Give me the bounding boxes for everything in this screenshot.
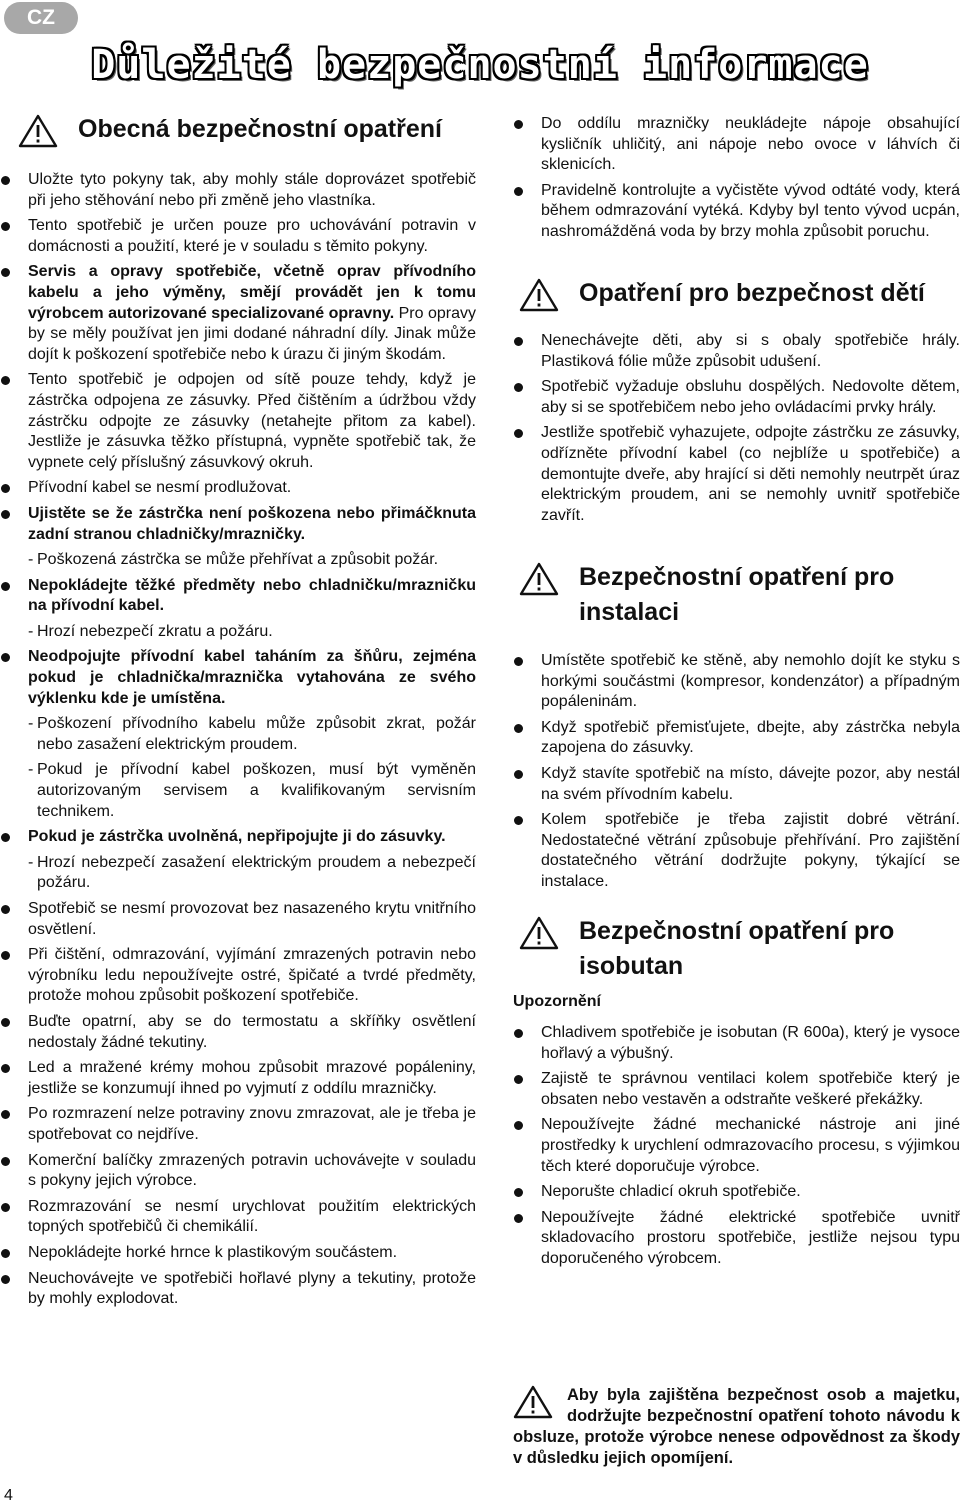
- item-text: Spotřebič se nesmí provozovat bez nasazeného krytu vnitřního osvětlení.: [28, 900, 476, 938]
- item-text: Komerční balíčky zmrazených potravin uchovávejte v souladu s pokyny jejich výrobce.: [28, 1151, 476, 1190]
- warning-label: Upozornění: [513, 993, 601, 1010]
- list-item: [0, 216, 476, 257]
- list-item: [513, 651, 960, 713]
- list-item: [0, 1151, 476, 1192]
- dash-marker: -: [28, 551, 34, 569]
- item-text: Kolem spotřebiče je třeba zajistit dobré větrání. Nedostatečné větrání způsobuje přehřívání. Pro zajištění dostatečného větrání dodržujte pokyny, týkající se instalace.: [541, 811, 960, 890]
- item-text: Umístěte spotřebič ke stěně, aby nemohlo dojít ke styku s horkými součástmi (kompresor, kondenzátor) a případným popáleninám.: [541, 652, 960, 711]
- list-item: [0, 1243, 476, 1264]
- list-item: [0, 170, 476, 211]
- general-safety-heading: [18, 112, 442, 148]
- section-title: Bezpečnostní opatření pro isobutan: [579, 917, 895, 980]
- page-number: 4: [4, 1487, 13, 1504]
- warning-triangle-icon: [18, 114, 58, 148]
- list-item: [0, 370, 476, 473]
- list-item: [513, 1023, 960, 1064]
- sub-item-text: Hrozí nebezpečí zkratu a požáru.: [37, 622, 273, 640]
- item-bold-text: Servis a opravy spotřebiče, včetně oprav přívodního kabelu a jeho výměny, smějí provádět jen k tomu výrobcem autorizované specializované opravny.: [28, 263, 476, 322]
- item-text: Neporušte chladicí okruh spotřebiče.: [541, 1183, 801, 1201]
- dash-marker: -: [28, 622, 34, 640]
- page-title: Důležité bezpečnostní informace: [91, 42, 869, 88]
- item-text: Tento spotřebič je určen pouze pro uchovávání potravin v domácnosti a použití, které je v souladu s těmito pokyny.: [28, 217, 476, 255]
- dash-marker: -: [28, 715, 34, 733]
- item-text: Pro opravy by se měly používat jen jimi dodané náhradní díly. Jinak může dojít k poškození spotřebiče nebo k úrazu či jiným škodám.: [28, 304, 477, 363]
- item-text: Přívodní kabel se nesmí prodlužovat.: [28, 479, 292, 497]
- item-text: Pravidelně kontrolujte a vyčistěte vývod odtáté vody, která během odmrazování vytéká. Kdyby byl tento vývod ucpán, nashromážděná voda by brzy mohla způsobit poruchu.: [541, 181, 960, 240]
- warning-triangle-icon: [519, 916, 559, 950]
- list-item: [513, 1208, 960, 1270]
- list-item: [513, 181, 960, 243]
- language-badge: CZ: [4, 2, 78, 34]
- item-text: Jestliže spotřebič vyhazujete, odpojte zástrčku ze zásuvky, odřízněte přívodní kabel (co nejblíže u spotřebiče) a demontujte dveře, aby hrající si děti nemohly neutrpět úraz elektrickým proudem, ani se nemohly uvnitř spotřebiče zavřít.: [541, 424, 960, 524]
- item-bold-text: Pokud je zástrčka uvolněná, nepřipojujte ji do zásuvky.: [28, 828, 446, 846]
- list-item: [513, 377, 960, 418]
- list-item: [0, 647, 476, 709]
- item-text: Neuchovávejte ve spotřebiči hořlavé plyny a tekutiny, protože by mohly explodovat.: [28, 1269, 476, 1308]
- section-title: Opatření pro bezpečnost dětí: [579, 279, 925, 307]
- warning-triangle-icon: [519, 278, 559, 312]
- sub-item-text: Hrozí nebezpečí zasažení elektrickým proudem a nebezpečí požáru.: [37, 853, 476, 892]
- list-item: [0, 1104, 476, 1145]
- sub-item: [0, 622, 476, 643]
- section-title: Bezpečnostní opatření pro instalaci: [579, 563, 895, 626]
- list-item: [0, 576, 476, 617]
- list-item: [0, 1197, 476, 1238]
- list-item: [513, 1069, 960, 1110]
- warning-triangle-icon: [513, 1385, 553, 1419]
- final-note-text: Aby byla zajištěna bezpečnost osob a majetku, dodržujte bezpečnostní opatření tohoto návodu k obsluze, protože výrobce nenese odpovědnost za škody v důsledku jejich opomíjení.: [513, 1386, 960, 1467]
- item-text: Nepoužívejte žádné elektrické spotřebiče uvnitř skladovacího prostoru spotřebiče, jestliže nejsou typu doporučeného výrobcem.: [541, 1208, 960, 1267]
- sub-item-text: Poškozená zástrčka se může přehřívat a způsobit požár.: [37, 551, 439, 569]
- item-bold-text: Nepokládejte těžké předměty nebo chladničku/mrazničku na přívodní kabel.: [28, 576, 476, 615]
- list-item: [513, 764, 960, 805]
- list-item: [0, 945, 476, 1007]
- list-item: [0, 478, 476, 499]
- item-text: Při čištění, odmrazování, vyjímání zmrazených potravin nebo výrobníku ledu nepoužívejte ostré, špičaté a tvrdé předměty, protože mohou způsobit poškození spotřebiče.: [28, 946, 476, 1005]
- sub-item: [0, 760, 476, 822]
- child-safety-list: [513, 331, 960, 531]
- item-text: Když stavíte spotřebič na místo, dávejte pozor, aby nestál na svém přívodním kabelu.: [541, 764, 960, 803]
- sub-item: [0, 550, 476, 571]
- dash-marker: -: [28, 761, 34, 779]
- dash-marker: -: [28, 853, 34, 871]
- item-text: Do oddílu mrazničky neukládejte nápoje obsahující kysličník uhličitý, ani nápoje nebo ovoce v láhvích či sklenicích.: [541, 115, 960, 174]
- list-item: [513, 1115, 960, 1177]
- general-safety-list: [0, 170, 476, 1315]
- item-text: Rozmrazování se nesmí urychlovat použitím elektrických topných spotřebičů či chemikálií.: [28, 1197, 476, 1236]
- warning-triangle-icon: [519, 562, 559, 596]
- installation-safety-heading: [519, 560, 939, 630]
- item-text: Když spotřebič přemisťujete, dbejte, aby zástrčka nebyla zapojena do zásuvky.: [541, 718, 960, 757]
- list-item: [0, 827, 476, 848]
- child-safety-heading: [519, 276, 925, 312]
- list-item: [513, 1182, 960, 1203]
- list-item: [0, 1012, 476, 1053]
- item-text: Nepoužívejte žádné mechanické nástroje ani jiné prostředky k urychlení odmrazovacího procesu, s výjimkou těch které doporučuje výrobce.: [541, 1116, 960, 1175]
- list-item: [0, 504, 476, 545]
- sub-item: [0, 853, 476, 894]
- isobutane-safety-heading: [519, 914, 939, 984]
- list-item: [0, 1058, 476, 1099]
- sub-item-text: Poškození přívodního kabelu může způsobit zkrat, požár nebo zasažení elektrickým proudem.: [37, 715, 476, 753]
- section-title: Obecná bezpečnostní opatření: [78, 115, 442, 143]
- installation-safety-list: [513, 651, 960, 898]
- continued-list: [513, 114, 960, 248]
- list-item: [513, 718, 960, 759]
- final-safety-note: [513, 1385, 960, 1469]
- item-text: Uložte tyto pokyny tak, aby mohly stále doprovázet spotřebič při jeho stěhování nebo při změně jeho vlastníka.: [28, 171, 476, 209]
- list-item: [513, 331, 960, 372]
- item-text: Po rozmrazení nelze potraviny znovu zmrazovat, ale je třeba je spotřebovat co nejdříve.: [28, 1105, 476, 1143]
- isobutane-safety-list: [513, 1023, 960, 1275]
- list-item: [0, 1269, 476, 1310]
- list-item: [513, 423, 960, 526]
- item-bold-text: Neodpojujte přívodní kabel taháním za šňůru, zejména pokud je chladnička/mraznička vytahována ze svého výklenku kde je umístěna.: [28, 648, 476, 707]
- list-item: [0, 899, 476, 940]
- item-text: Nenechávejte děti, aby si s obaly spotřebiče hrály. Plastiková fólie může způsobit udušení.: [541, 332, 960, 370]
- list-item: [0, 262, 476, 365]
- list-item: [513, 810, 960, 892]
- item-text: Nepokládejte horké hrnce k plastikovým součástem.: [28, 1243, 398, 1261]
- sub-item-text: Pokud je přívodní kabel poškozen, musí být vyměněn autorizovaným servisem a kvalifikovaným servisním technikem.: [37, 761, 476, 820]
- item-text: Led a mražené krémy mohou způsobit mrazové popáleniny, jestliže se konzumují ihned po vyjmutí z oddílu mrazničky.: [28, 1059, 476, 1097]
- list-item: [513, 114, 960, 176]
- item-text: Tento spotřebič je odpojen od sítě pouze tehdy, když je zástrčka odpojena ze zásuvky. Před čištěním a údržbou vždy zástrčku odpojte ze zásuvky (netahejte přitom za kabel). Jestliže je zásuvka těžko přístupná, vypněte spotřebič tak, že vypnete celý příslušný zásuvkový okruh.: [28, 371, 476, 471]
- item-text: Spotřebič vyžaduje obsluhu dospělých. Nedovolte dětem, aby si se spotřebičem nebo jeho ovládacími prvky hrály.: [541, 378, 960, 416]
- item-text: Buďte opatrní, aby se do termostatu a skříňky osvětlení nedostaly žádné tekutiny.: [28, 1012, 476, 1051]
- item-text: Chladivem spotřebiče je isobutan (R 600a), který je vysoce hořlavý a výbušný.: [541, 1024, 960, 1062]
- sub-item: [0, 714, 476, 755]
- item-text: Zajistě te správnou ventilaci kolem spotřebiče který je obsaten nebo vestavěn a odstraňte veškeré překážky.: [541, 1070, 960, 1108]
- item-bold-text: Ujistěte se že zástrčka není poškozena nebo přimáčknuta zadní stranou chladničky/mrazničky.: [28, 504, 476, 543]
